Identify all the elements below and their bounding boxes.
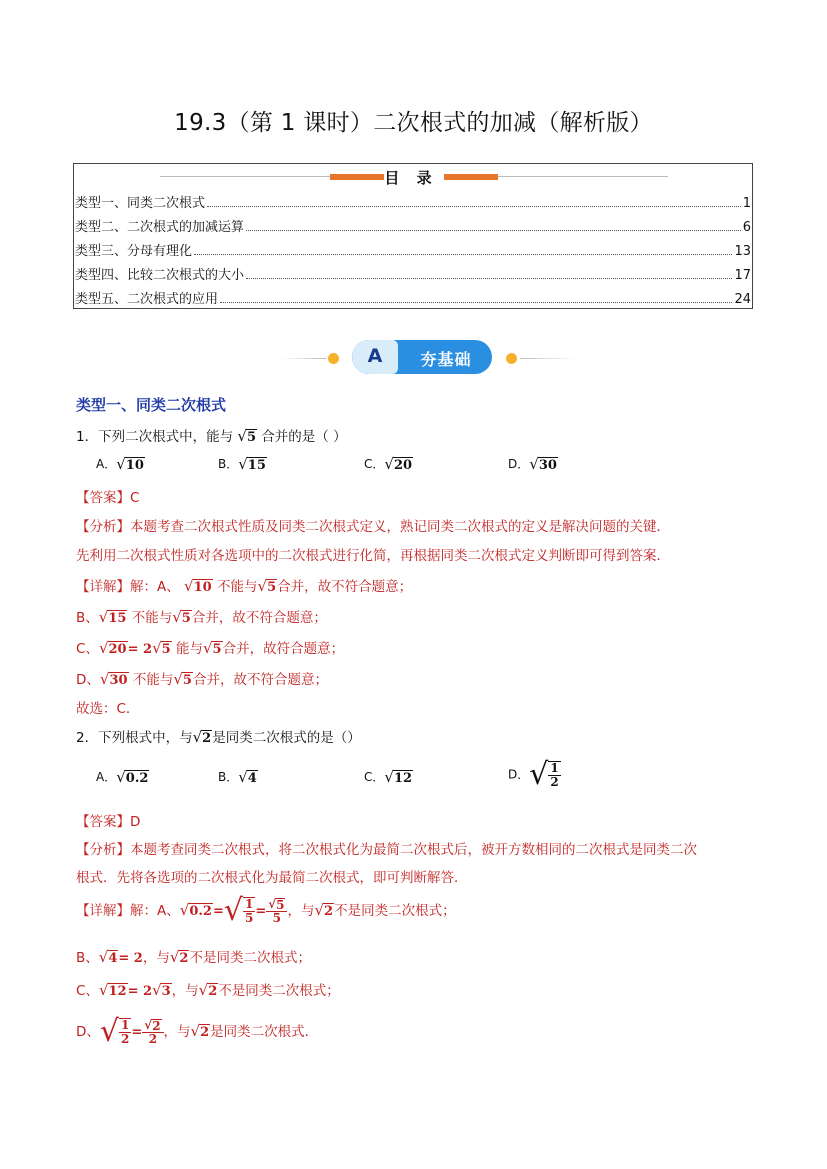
toc-item-label: 类型一、同类二次根式 xyxy=(75,196,206,211)
toc-title: 目 录 xyxy=(384,169,438,187)
question-1-text: 1．下列二次根式中，能与 xyxy=(76,429,234,445)
detail-line: B、 √ 15 不能与 √ 5 合并，故不符合题意； xyxy=(76,608,327,626)
answer-line: 【答案】C xyxy=(76,490,140,506)
banner-label: 夯基础 xyxy=(420,350,472,369)
option-c[interactable]: C． √ 20 xyxy=(364,454,413,473)
analysis-line: 【分析】本题考查同类二次根式，将二次根式化为最简二次根式后，被开方数相同的二次根式是同类二次 xyxy=(76,842,697,858)
toc-header xyxy=(74,166,752,188)
detail-line: D、 √ 30 不能与 √ 5 合并，故不符合题意； xyxy=(76,670,328,688)
toc-item-page: 1 xyxy=(742,196,751,211)
radical: √ 5 xyxy=(237,427,256,445)
detail-line: C、 √ 12 = 2 √ 3 ，与 √ 2 不是同类二次根式； xyxy=(76,981,340,999)
detail-line: B、 √ 4 = 2，与 √ 2 不是同类二次根式； xyxy=(76,948,311,966)
analysis-line: 先利用二次根式性质对各选项中的二次根式进行化简，再根据同类二次根式定义判断即可得到答案． xyxy=(76,548,670,564)
banner-dot-right xyxy=(506,353,517,364)
answer-value: D xyxy=(130,814,141,830)
question-1-text-end: 合并的是（ ） xyxy=(261,429,347,445)
banner-dot-left xyxy=(328,353,339,364)
question-1-stem xyxy=(76,425,347,445)
toc-item[interactable] xyxy=(75,215,751,235)
toc-item[interactable] xyxy=(75,287,751,307)
option-d[interactable]: D． √ 30 xyxy=(508,454,557,473)
option-a[interactable]: A． √ 10 xyxy=(96,454,144,473)
toc-item-page: 6 xyxy=(742,220,751,235)
toc-item-page: 24 xyxy=(734,292,751,307)
toc-accent-left xyxy=(330,174,384,180)
option-d[interactable]: D．√ $\frac{1}{2}$ xyxy=(508,757,559,792)
detail-line: 【详解】解：A、 √ 10 不能与 √ 5 合并，故不符合题意； xyxy=(76,577,413,595)
section-banner xyxy=(280,338,580,380)
section-heading: 类型一、同类二次根式 xyxy=(76,396,227,414)
document-title: 19.3（第 1 课时）二次根式的加减（解析版） xyxy=(174,110,653,136)
answer-line: 【答案】D xyxy=(76,814,141,830)
option-a[interactable]: A． √ 0.2 xyxy=(96,767,149,786)
banner-pill xyxy=(352,340,492,374)
banner-rule-left xyxy=(280,358,326,359)
option-b[interactable]: B． √ 15 xyxy=(218,454,266,473)
toc-item-page: 13 xyxy=(734,244,751,259)
option-b[interactable]: B． √ 4 xyxy=(218,767,257,786)
banner-rule-right xyxy=(520,358,576,359)
toc-item[interactable] xyxy=(75,239,751,259)
toc-item-label: 类型二、二次根式的加减运算 xyxy=(75,220,245,235)
toc-item[interactable] xyxy=(75,191,751,211)
question-2-text-end: 是同类二次根式的是（） xyxy=(212,730,361,746)
detail-line: D、√ $\frac{1}{2}$ = √ 2 2 ，与 √ 2 是同类二次根式． xyxy=(76,1014,319,1049)
analysis-line: 【分析】本题考查二次根式性质及同类二次根式定义，熟记同类二次根式的定义是解决问题的关键． xyxy=(76,519,670,535)
toc-rule-right xyxy=(498,176,668,177)
toc-item-label: 类型五、二次根式的应用 xyxy=(75,292,219,307)
conclusion-line: 故选：C． xyxy=(76,701,140,717)
toc-accent-right xyxy=(444,174,498,180)
toc-item-label: 类型四、比较二次根式的大小 xyxy=(75,268,245,283)
toc-rule-left xyxy=(160,176,330,177)
option-c[interactable]: C． √ 12 xyxy=(364,767,413,786)
question-2-stem xyxy=(76,726,361,746)
banner-letter: A xyxy=(367,345,383,367)
answer-value: C xyxy=(130,490,140,506)
question-2-text: 2．下列根式中，与 xyxy=(76,730,193,746)
radical: √ 2 xyxy=(192,728,212,746)
toc-item-label: 类型三、分母有理化 xyxy=(75,244,193,259)
toc-item-page: 17 xyxy=(734,268,751,283)
table-of-contents xyxy=(73,163,753,309)
detail-line: C、 √ 20 = 2 √ 5 能与 √ 5 合并，故符合题意； xyxy=(76,639,345,657)
analysis-line: 根式．先将各选项的二次根式化为最简二次根式，即可判断解答． xyxy=(76,870,468,886)
toc-item[interactable] xyxy=(75,263,751,283)
detail-line: 【详解】解：A、 √ 0.2 =√ $\frac{1}{5}$ = √ 5 5 ，与 √ 2 不是同类二次根式； xyxy=(76,893,456,928)
